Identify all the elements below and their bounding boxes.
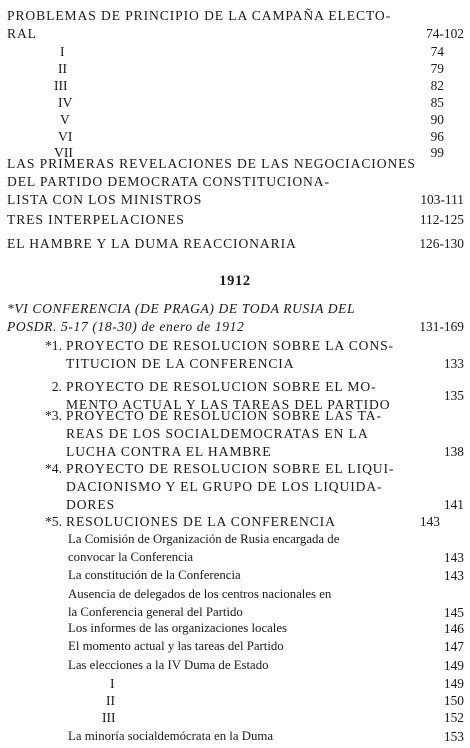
toc-item-page: 138 xyxy=(443,444,464,459)
toc-sub-section-label: II xyxy=(106,693,116,708)
toc-entry-revelaciones-line1: LAS PRIMERAS REVELACIONES DE LAS NEGOCIACIONES xyxy=(7,156,416,171)
toc-item-title-line1: RESOLUCIONES DE LA CONFERENCIA xyxy=(66,514,336,529)
toc-item-title-line1: PROYECTO DE RESOLUCION SOBRE LA CONS- xyxy=(66,338,394,353)
toc-sub-entry-minoria-page: 153 xyxy=(443,729,464,744)
toc-item-page: 133 xyxy=(443,356,464,371)
toc-section-page: 99 xyxy=(430,145,444,160)
toc-entry-problemas-line2 xyxy=(7,27,37,41)
toc-sub-section-page: 150 xyxy=(443,693,464,708)
toc-page-el-hambre: 126-130 xyxy=(419,236,464,251)
toc-sub-section-label: III xyxy=(102,710,116,725)
toc-entry-conferencia-line2: POSDR. 5-17 (18-30) de enero de 1912 xyxy=(7,319,245,334)
toc-page-tres-interpelaciones: 112-125 xyxy=(419,212,464,227)
toc-page-problemas: 74-102 xyxy=(426,26,464,41)
toc-item-number: *3. xyxy=(45,408,62,423)
toc-sub-entry-page: 149 xyxy=(443,658,464,673)
toc-sub-entry-page: 147 xyxy=(443,639,464,654)
toc-item-number: 2. xyxy=(51,379,62,394)
toc-entry-problemas-line2-text: RAL xyxy=(7,26,37,41)
toc-sub-entry-line2: convocar la Conferencia xyxy=(68,550,194,564)
year-heading: 1912 xyxy=(219,273,251,289)
toc-item-page: 135 xyxy=(443,388,464,403)
toc-sub-section-label: I xyxy=(110,676,115,691)
toc-sub-entry-page: 143 xyxy=(443,568,464,583)
toc-section-page: 85 xyxy=(430,95,444,110)
toc-section-page: 74 xyxy=(430,44,444,59)
toc-item-number: *4. xyxy=(45,461,62,476)
toc-item-title-line3: DORES xyxy=(66,497,116,512)
table-of-contents-page: PROBLEMAS DE PRINCIPIO DE LA CAMPAÑA ELECTO- RAL 74-102 I 74 II 79 III 82 IV 85 V 90 VI 96 VII 99 LAS PRIMERAS REVELACIONES DE LAS NEGOCIACIONES DEL PARTIDO DEMOCRATA CONSTITUCIONA- LISTA CON LOS MINISTROS 103-111 TRES INTERPELACIONES 112-125 EL HAMBRE Y LA DUMA REACCIONARIA 126-130 1912 *VI CONFERENCIA (DE PRAGA) DE TODA RUSIA DEL POSDR. 5-17 (18-30) de enero de 1912 131-169 *1. PROYECTO DE RESOLUCION SOBRE LA CONS- TITUCION DE LA CONFERENCIA 133 2. PROYECTO DE RESOLUCION SOBRE EL MO- MENTO ACTUAL Y LAS TAREAS DEL PARTIDO 135 *3. PROYECTO DE RESOLUCION SOBRE LAS TA- REAS DE LOS SOCIALDEMOCRATAS EN LA LUCHA CONTRA EL HAMBRE 138 *4. PROYECTO DE RESOLUCION SOBRE EL LIQUI- DACIONISMO Y EL GRUPO DE LOS LIQUIDA- DORES 141 *5. RESOLUCIONES DE LA CONFERENCIA 143 La Comisión de Organización de Rusia encargada de convocar la Conferencia 143 La constitución de la Conferencia 143 Ausencia de delegados de los centros nacionales en la Conferencia general del Partido 145 Los informes de las organizaciones locales 146 El momento actual y las tareas del Partido 147 Las elecciones a la IV Duma de Estado 149 I 149 II 150 III 152 La minoría socialdemócrata en la Duma 153 xyxy=(0,0,470,748)
toc-entry-problemas-line1: PROBLEMAS DE PRINCIPIO DE LA CAMPAÑA ELECTO- xyxy=(7,8,392,23)
toc-entry-tres-interpelaciones: TRES INTERPELACIONES xyxy=(7,212,185,227)
toc-item-title-line1: PROYECTO DE RESOLUCION SOBRE EL LIQUI- xyxy=(66,461,395,476)
toc-sub-entry-line1: Las elecciones a la IV Duma de Estado xyxy=(68,658,269,672)
toc-sub-entry-minoria: La minoría socialdemócrata en la Duma xyxy=(68,729,274,743)
toc-item-title-line2: TITUCION DE LA CONFERENCIA xyxy=(66,356,295,371)
toc-entry-el-hambre: EL HAMBRE Y LA DUMA REACCIONARIA xyxy=(7,236,297,251)
toc-sub-entry-line1: La constitución de la Conferencia xyxy=(68,568,241,582)
toc-sub-entry-line1: Los informes de las organizaciones locales xyxy=(68,621,288,635)
toc-sub-entry-line1: Ausencia de delegados de los centros nacionales en xyxy=(68,587,332,601)
toc-sub-section-page: 149 xyxy=(443,676,464,691)
toc-section-page: 90 xyxy=(430,112,444,127)
toc-item-title-line3: LUCHA CONTRA EL HAMBRE xyxy=(66,444,272,459)
toc-section-page: 79 xyxy=(430,61,444,76)
toc-sub-entry-line2: la Conferencia general del Partido xyxy=(68,605,243,619)
toc-item-number: *1. xyxy=(45,338,62,353)
toc-sub-entry-line1: La Comisión de Organización de Rusia encargada de xyxy=(68,532,340,546)
toc-entry-revelaciones-line2: DEL PARTIDO DEMOCRATA CONSTITUCIONA- xyxy=(7,174,330,189)
toc-item-page: 143 xyxy=(419,514,440,529)
toc-item-page: 141 xyxy=(443,497,464,512)
toc-item-number: *5. xyxy=(45,514,62,529)
toc-item-title-line1: PROYECTO DE RESOLUCION SOBRE EL MO- xyxy=(66,379,377,394)
toc-sub-entry-page: 143 xyxy=(443,550,464,565)
toc-page-revelaciones: 103-111 xyxy=(420,192,464,207)
toc-item-title-line2: REAS DE LOS SOCIALDEMOCRATAS EN LA xyxy=(66,426,369,441)
toc-page-conferencia: 131-169 xyxy=(419,319,464,334)
toc-sub-entry-page: 146 xyxy=(443,621,464,636)
toc-item-title-line1: PROYECTO DE RESOLUCION SOBRE LAS TA- xyxy=(66,408,382,423)
toc-sub-entry-line1: El momento actual y las tareas del Partido xyxy=(68,639,284,653)
toc-section-page: 82 xyxy=(430,78,444,93)
toc-section-page: 96 xyxy=(430,129,444,144)
toc-sub-entry-page: 145 xyxy=(443,605,464,620)
toc-item-title-line2: DACIONISMO Y EL GRUPO DE LOS LIQUIDA- xyxy=(66,479,383,494)
toc-entry-revelaciones-line3: LISTA CON LOS MINISTROS xyxy=(7,192,203,207)
toc-item-title-line2: MENTO ACTUAL Y LAS TAREAS DEL PARTIDO xyxy=(66,397,391,412)
toc-entry-conferencia-line1: *VI CONFERENCIA (DE PRAGA) DE TODA RUSIA DEL xyxy=(7,301,356,316)
toc-sub-section-page: 152 xyxy=(443,710,464,725)
